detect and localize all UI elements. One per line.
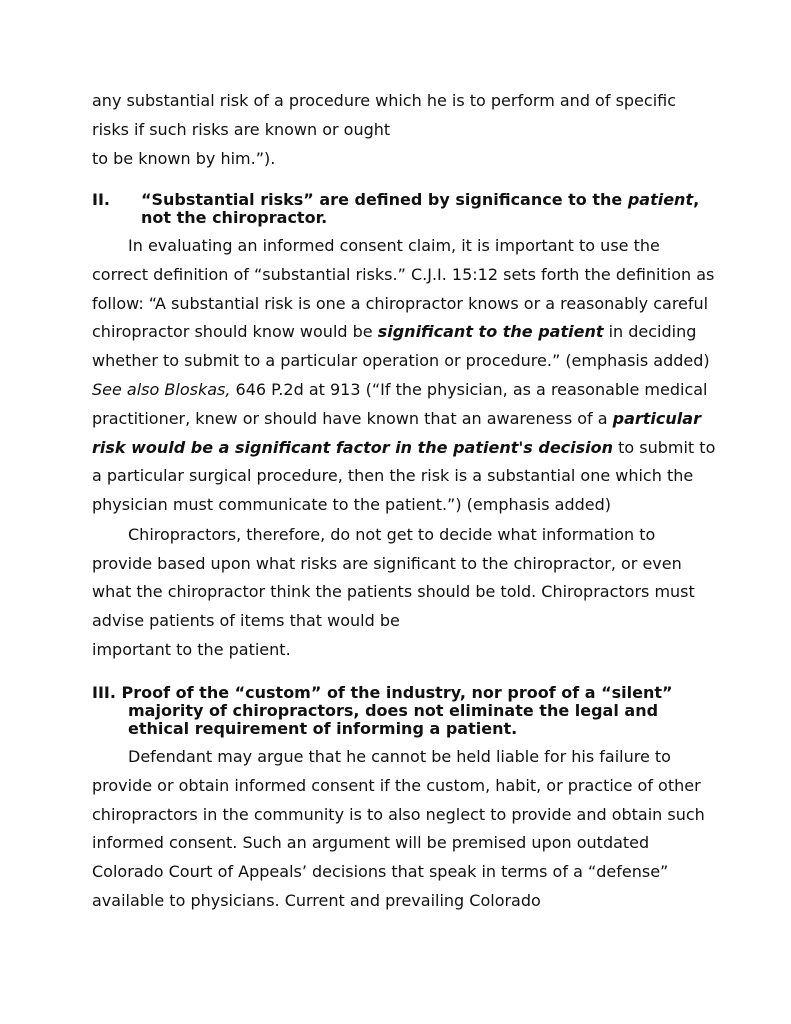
body-text-line: Chiropractors, therefore, do not get to decide what information to	[128, 525, 656, 544]
emphasis-text: significant to the patient	[377, 322, 604, 341]
body-text-line: correct definition of “substantial risks.” C.J.I. 15:12 sets forth the definition as	[92, 265, 715, 284]
emphasis-text: particular	[612, 409, 701, 428]
body-text-line: a particular surgical procedure, then the risk is a substantial one which the	[92, 466, 694, 485]
section-heading-continued: majority of chiropractors, does not eliminate the legal and	[128, 701, 659, 720]
body-text-line: risks if such risks are known or ought	[92, 120, 391, 139]
body-text-line: Defendant may argue that he cannot be held liable for his failure to	[128, 747, 671, 766]
body-text-line: physician must communicate to the patient.”) (emphasis added)	[92, 495, 611, 514]
body-text-line: advise patients of items that would be	[92, 611, 400, 630]
body-text-line: chiropractor should know would be significant to the patient in deciding	[92, 322, 697, 341]
body-text-line: whether to submit to a particular operation or procedure.” (emphasis added)	[92, 351, 710, 370]
body-text-line: In evaluating an informed consent claim, it is important to use the	[128, 236, 660, 255]
body-text-line: Colorado Court of Appeals’ decisions that speak in terms of a “defense”	[92, 862, 669, 881]
body-text-line: available to physicians. Current and prevailing Colorado	[92, 891, 541, 910]
body-text-line: practitioner, knew or should have known that an awareness of a particular	[92, 409, 701, 428]
body-text-line: provide based upon what risks are significant to the chiropractor, or even	[92, 554, 682, 573]
body-text-line: provide or obtain informed consent if the custom, habit, or practice of other	[92, 776, 701, 795]
emphasis-text: risk would be a significant factor in the patient's decision	[92, 438, 614, 457]
body-text-line: chiropractors in the community is to also neglect to provide and obtain such	[92, 805, 705, 824]
body-text-line: follow: “A substantial risk is one a chiropractor knows or a reasonably careful	[92, 294, 709, 313]
section-heading: III. Proof of the “custom” of the industry, nor proof of a “silent”	[92, 683, 673, 702]
section-heading-continued: not the chiropractor.	[141, 208, 328, 227]
body-text-line: See also Bloskas, 646 P.2d at 913 (“If the physician, as a reasonable medical	[92, 380, 708, 399]
section-heading-continued: ethical requirement of informing a patient.	[128, 719, 518, 738]
body-text-line: to be known by him.”).	[92, 149, 276, 168]
section-heading: “Substantial risks” are defined by significance to the patient,	[141, 190, 700, 209]
body-text-line: any substantial risk of a procedure which he is to perform and of specific	[92, 91, 677, 110]
body-text-line: important to the patient.	[92, 640, 291, 659]
section-number: II.	[92, 190, 110, 209]
body-text-line: informed consent. Such an argument will be premised upon outdated	[92, 833, 650, 852]
citation-italic: See also Bloskas,	[92, 380, 231, 399]
body-text-line: what the chiropractor think the patients should be told. Chiropractors must	[92, 582, 695, 601]
body-text-line: risk would be a significant factor in the patient's decision to submit to	[92, 438, 716, 457]
